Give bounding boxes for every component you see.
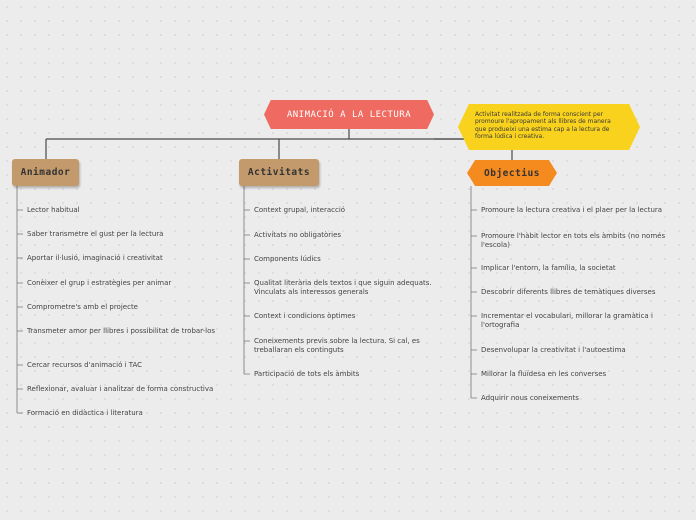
topic-objectius[interactable] xyxy=(467,160,557,186)
subtopic-activitats-item[interactable]: Coneixements previs sobre la lectura. Si cal, es treballaran els continguts xyxy=(254,337,420,354)
subtopic-animador-item[interactable]: Cercar recursos d'animació i TAC xyxy=(27,361,143,369)
topic-animador[interactable] xyxy=(12,159,79,186)
topic-animador-label: Animador xyxy=(20,167,71,178)
subtopic-objectius-item[interactable]: Promoure la lectura creativa i el plaer per la lectura xyxy=(481,206,663,214)
subtopic-objectius-item[interactable]: Promoure l'hàbit lector en tots els àmbits (no només l'escola) xyxy=(481,232,666,249)
subtopic-animador-item[interactable]: Conèixer el grup i estratègies per animar xyxy=(27,279,172,287)
topic-objectius-label: Objectius xyxy=(484,167,540,179)
subtopic-activitats-item[interactable]: Qualitat literària dels textos i que siguin adequats. Vinculats als interessos generals xyxy=(254,279,432,296)
subtopic-animador-item[interactable]: Reflexionar, avaluar i analitzar de forma constructiva xyxy=(27,385,214,393)
central-topic[interactable] xyxy=(264,100,434,129)
subtopic-animador-item[interactable]: Saber transmetre el gust per la lectura xyxy=(27,230,164,238)
definition-note[interactable] xyxy=(458,104,640,150)
subtopic-animador-item[interactable]: Formació en didàctica i literatura xyxy=(27,409,143,417)
central-topic-label: ANIMACIÓ A LA LECTURA xyxy=(286,109,412,120)
subtopic-activitats-item[interactable]: Context i condicions òptimes xyxy=(254,312,356,320)
subtopic-objectius-item[interactable]: Implicar l'entorn, la família, la societat xyxy=(481,264,616,272)
subtopic-objectius-item[interactable]: Millorar la fluïdesa en les converses xyxy=(481,370,607,378)
subtopic-activitats-item[interactable]: Context grupal, interacció xyxy=(254,206,346,214)
subtopic-animador-item[interactable]: Transmeter amor per llibres i possibilitat de trobar-los xyxy=(27,327,216,335)
subtopic-objectius-item[interactable]: Desenvolupar la creativitat i l'autoestima xyxy=(481,346,626,354)
subtopic-animador-item[interactable]: Lector habitual xyxy=(27,206,80,214)
subtopic-activitats-item[interactable]: Activitats no obligatòries xyxy=(254,231,342,239)
definition-note-text: Activitat realitzada de forma conscient per promoure l'apropament als llibres de manera que produeixi una estima cap a la lectura de forma lúdica i creativa. xyxy=(475,111,611,141)
subtopic-activitats-item[interactable]: Participació de tots els àmbits xyxy=(254,370,360,378)
subtopic-objectius-item[interactable]: Incrementar el vocabulari, millorar la gramàtica i l'ortografia xyxy=(481,312,653,329)
subtopic-activitats-item[interactable]: Components lúdics xyxy=(254,255,321,263)
topic-activitats[interactable] xyxy=(239,159,319,186)
topic-activitats-label: Activitats xyxy=(247,167,311,178)
subtopic-objectius-item[interactable]: Descobrir diferents llibres de temàtiques diverses xyxy=(481,288,656,296)
subtopic-animador-item[interactable]: Comprometre's amb el projecte xyxy=(27,303,138,311)
subtopic-objectius-item[interactable]: Adquirir nous coneixements xyxy=(481,394,579,402)
subtopic-animador-item[interactable]: Aportar il·lusió, imaginació i creativitat xyxy=(27,254,163,262)
